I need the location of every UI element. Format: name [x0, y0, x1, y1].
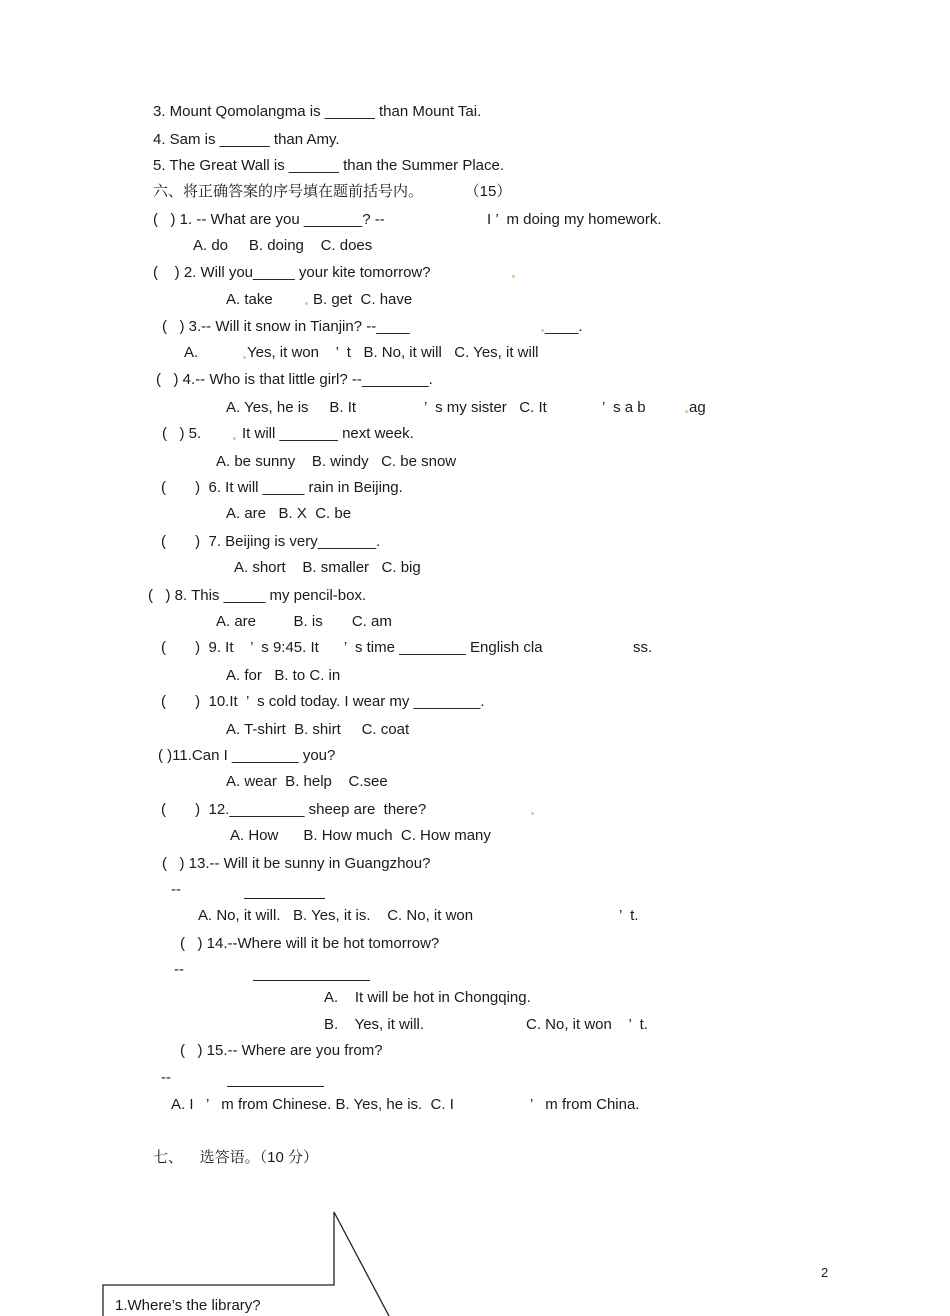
option-line: A. — [184, 344, 199, 361]
answer-dash: -- — [171, 881, 181, 898]
option-line: ag — [689, 399, 706, 416]
speck-mark — [531, 812, 534, 815]
option-line: A. I ’ m from Chinese. B. Yes, he is. C. I — [171, 1096, 454, 1113]
question-line: ( ) 13.-- Will it be sunny in Guangzhou? — [162, 855, 431, 872]
question-line: I ’ m doing my homework. — [487, 211, 662, 228]
option-line: A. Yes, he is B. It — [226, 399, 357, 416]
option-line: A. It will be hot in Chongqing. — [324, 989, 531, 1006]
option-line: A. short B. smaller C. big — [234, 559, 421, 576]
question-line: 5. The Great Wall is ______ than the Summer Place. — [153, 157, 505, 174]
option-line: A. do B. doing C. does — [193, 237, 373, 254]
question-line: ( ) 1. -- What are you _______? -- — [153, 211, 385, 228]
section-heading-seven: 七、 选答语。（10 分） — [153, 1149, 319, 1166]
page-number: 2 — [821, 1265, 829, 1280]
option-line: ’ s a b — [602, 399, 646, 416]
option-line: ’ s my sister C. It — [424, 399, 547, 416]
answer-blank-line — [253, 980, 370, 981]
question-line: ( ) 9. It ’ s 9:45. It ’ s time ________ English cla — [161, 639, 543, 656]
question-line: ( ) 5. — [162, 425, 202, 442]
option-line: ’ t. — [619, 907, 639, 924]
question-line: It will _______ next week. — [242, 425, 414, 442]
speck-mark — [233, 437, 236, 440]
option-line: A. are B. is C. am — [216, 613, 392, 630]
question-line: ( )11.Can I ________ you? — [158, 747, 336, 764]
speck-mark — [512, 275, 515, 278]
option-line: A. for B. to C. in — [226, 667, 341, 684]
question-line: ss. — [633, 639, 653, 656]
option-line: Yes, it won ’ t B. No, it will C. Yes, it will — [247, 344, 539, 361]
option-line: B. get C. have — [313, 291, 413, 308]
speech-bubble-text: 1.Where’s the library? — [115, 1297, 261, 1314]
option-line: B. Yes, it will. — [324, 1016, 425, 1033]
question-line: ____. — [545, 318, 583, 335]
option-line: A. How B. How much C. How many — [230, 827, 491, 844]
speck-mark — [541, 329, 544, 332]
question-line: 4. Sam is ______ than Amy. — [153, 131, 340, 148]
question-line: ( ) 2. Will you_____ your kite tomorrow? — [153, 264, 431, 281]
question-line: ( ) 14.--Where will it be hot tomorrow? — [180, 935, 440, 952]
question-line: ( ) 15.-- Where are you from? — [180, 1042, 383, 1059]
answer-dash: -- — [161, 1069, 171, 1086]
answer-blank-line — [244, 898, 325, 899]
option-line: A. No, it will. B. Yes, it is. C. No, it won — [198, 907, 474, 924]
option-line: A. wear B. help C.see — [226, 773, 388, 790]
speck-mark — [685, 410, 688, 413]
question-line: ( ) 4.-- Who is that little girl? --________. — [156, 371, 433, 388]
question-line: ( ) 3.-- Will it snow in Tianjin? --____ — [162, 318, 410, 335]
answer-blank-line — [227, 1086, 324, 1087]
option-line: A. be sunny B. windy C. be snow — [216, 453, 457, 470]
speck-mark — [305, 302, 308, 305]
speck-mark — [243, 356, 246, 359]
option-line: A. are B. X C. be — [226, 505, 352, 522]
question-line: ( ) 7. Beijing is very_______. — [161, 533, 381, 550]
question-line: ( ) 10.It ’ s cold today. I wear my ________. — [161, 693, 485, 710]
option-line: ’ m from China. — [530, 1096, 640, 1113]
option-line: A. T-shirt B. shirt C. coat — [226, 721, 410, 738]
question-line: ( ) 6. It will _____ rain in Beijing. — [161, 479, 403, 496]
question-line: 3. Mount Qomolangma is ______ than Mount Tai. — [153, 103, 482, 120]
option-line: C. No, it won ’ t. — [526, 1016, 648, 1033]
section-heading-six: 六、将正确答案的序号填在题前括号内。 （15） — [153, 183, 512, 200]
question-line: ( ) 12._________ sheep are there? — [161, 801, 427, 818]
answer-dash: -- — [174, 961, 184, 978]
question-line: ( ) 8. This _____ my pencil-box. — [148, 587, 367, 604]
option-line: A. take — [226, 291, 273, 308]
